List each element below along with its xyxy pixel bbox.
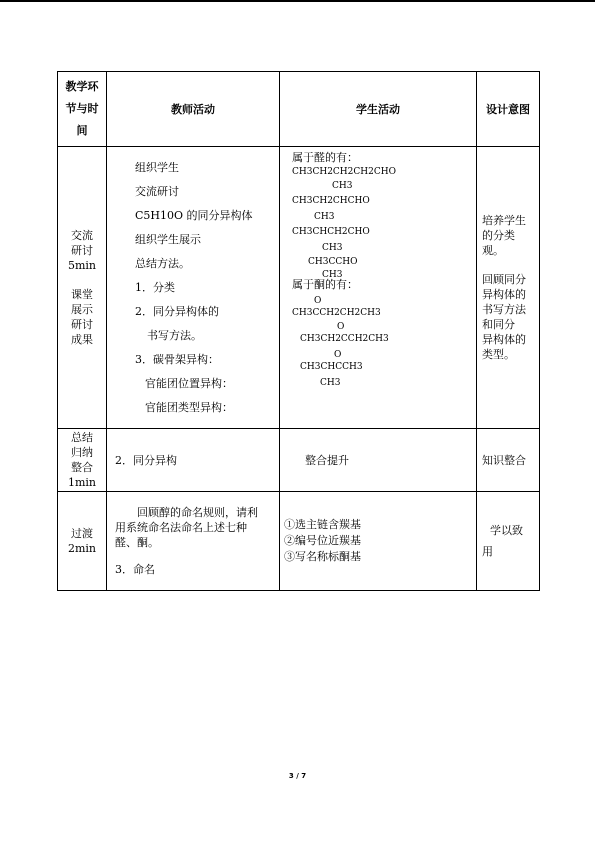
table-header-row — [58, 72, 540, 147]
formula: CH3CH2CH2CH2CHO — [292, 167, 396, 177]
header-student: 学生活动 — [280, 72, 477, 147]
header-design: 设计意图 — [477, 72, 540, 147]
teacher-line: 总结方法。 — [135, 256, 190, 270]
design-line: 类型。 — [482, 348, 515, 361]
carbonyl-oxygen: O — [314, 296, 322, 306]
stage-line: 过渡 — [71, 527, 93, 540]
teacher-line: 回顾醇的命名规则，请利 — [137, 506, 258, 519]
design-line: 异构体的 — [482, 333, 526, 346]
row1-student — [280, 147, 477, 429]
page-number: 3 / 7 — [288, 772, 307, 780]
student-line: ③写名称标酮基 — [284, 550, 361, 563]
stage-line: 展示 — [71, 303, 93, 316]
stage-line: 归纳 — [71, 446, 93, 459]
teacher-line: 醛、酮。 — [115, 536, 159, 549]
formula: CH3CH2CHCHO — [292, 196, 370, 206]
design-line: 培养学生 — [482, 214, 526, 227]
formula-branch: CH3 — [314, 212, 335, 222]
carbonyl-oxygen: O — [334, 350, 342, 360]
table-row — [58, 492, 540, 591]
design-line: 异构体的 — [482, 288, 526, 301]
page-top-rule — [0, 0, 595, 2]
design-line: 学以致 — [490, 524, 523, 537]
formula: CH3CHCCH3 — [300, 362, 363, 372]
formula-branch: CH3 — [332, 181, 353, 191]
row3-stage — [58, 492, 107, 591]
design-line: 回顾同分 — [482, 273, 526, 286]
formula: CH3CCH2CH2CH3 — [292, 308, 381, 318]
formula-branch: CH3 — [322, 243, 343, 253]
formula-branch: CH3 — [320, 378, 341, 388]
header-teacher: 教师活动 — [107, 72, 280, 147]
teacher-line: 官能团位置异构： — [145, 376, 233, 390]
row3-design — [477, 492, 540, 591]
row3-teacher — [107, 492, 280, 591]
stage-line: 成果 — [71, 333, 93, 346]
formula: CH3CHCH2CHO — [292, 227, 370, 237]
table-row — [58, 429, 540, 492]
carbonyl-oxygen: O — [337, 322, 345, 332]
student-line: ②编号位近羰基 — [284, 534, 361, 547]
row2-student: 整合提升 — [280, 429, 477, 492]
formula: CH3CCHO — [308, 257, 358, 267]
header-stage-line: 教学环 — [65, 80, 99, 93]
header-stage-line: 间 — [76, 124, 88, 137]
row2-teacher: 2．同分异构 — [107, 429, 280, 492]
teacher-line: C5H10O 的同分异构体 — [135, 208, 253, 222]
header-stage-line: 节与时 — [65, 102, 99, 115]
row2-stage — [58, 429, 107, 492]
stage-line: 研讨 — [71, 244, 93, 257]
teacher-line: 3．命名 — [115, 563, 155, 576]
stage-line: 5min — [67, 259, 97, 272]
row1-stage — [58, 147, 107, 429]
stage-line: 交流 — [71, 229, 93, 242]
row1-teacher — [107, 147, 280, 429]
teacher-line: 官能团类型异构： — [145, 400, 233, 414]
teacher-line: 2．同分异构体的 — [135, 304, 219, 318]
teacher-line: 组织学生 — [135, 160, 179, 174]
row2-design: 知识整合 — [477, 429, 540, 492]
stage-line: 1min — [67, 476, 97, 489]
table-row — [58, 147, 540, 429]
teacher-line: 1．分类 — [135, 280, 175, 294]
formula-branch: CH3 — [322, 270, 343, 280]
design-line: 用 — [482, 545, 493, 558]
teacher-line: 交流研讨 — [135, 184, 179, 198]
stage-line: 整合 — [71, 461, 93, 474]
teacher-line: 用系统命名法命名上述七种 — [115, 521, 247, 534]
stage-line: 总结 — [71, 431, 93, 444]
teacher-line: 书写方法。 — [147, 328, 202, 342]
stage-line: 课堂 — [71, 288, 93, 301]
formula: CH3CH2CCH2CH3 — [300, 334, 389, 344]
lesson-plan-table — [57, 71, 540, 591]
stage-line: 2min — [67, 542, 97, 555]
teacher-line: 3．碳骨架异构： — [135, 352, 219, 366]
design-line: 观。 — [482, 244, 504, 257]
design-line: 的分类 — [482, 229, 515, 242]
design-line: 和同分 — [482, 318, 515, 331]
aldehyde-heading: 属于醛的有： — [292, 151, 358, 164]
header-stage — [58, 72, 107, 147]
teacher-line: 组织学生展示 — [135, 232, 201, 246]
ketone-heading: 属于酮的有： — [292, 278, 358, 291]
design-line: 书写方法 — [482, 303, 526, 316]
student-line: ①选主链含羰基 — [284, 518, 361, 531]
stage-line: 研讨 — [71, 318, 93, 331]
row1-design — [477, 147, 540, 429]
row3-student — [280, 492, 477, 591]
